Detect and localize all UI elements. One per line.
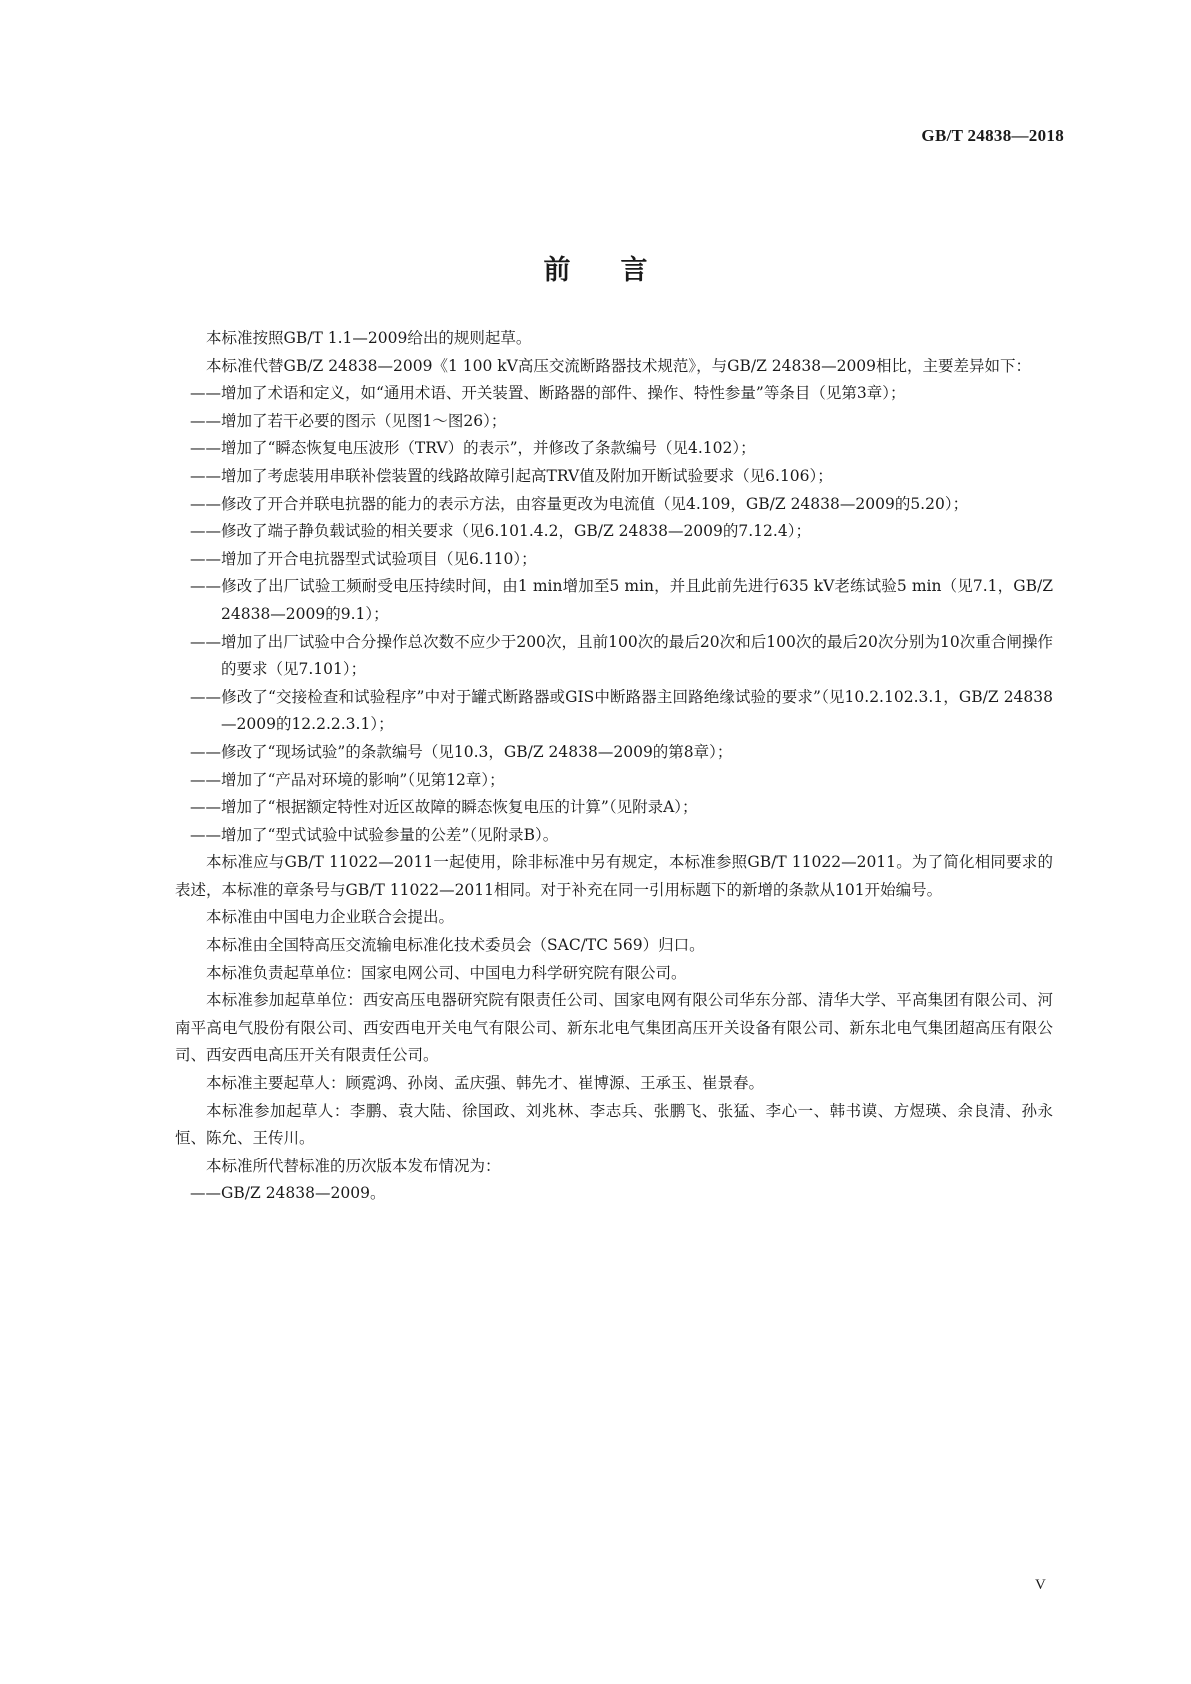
change-item: ——增加了若干必要的图示（见图1～图26）； xyxy=(190,411,507,430)
page-title: 前言 xyxy=(543,255,698,287)
paragraph-proposer: 本标准由中国电力企业联合会提出。 xyxy=(206,908,455,927)
paragraph-lead-drafter-orgs: 本标准负责起草单位：国家电网公司、中国电力科学研究院有限公司。 xyxy=(206,963,687,982)
paragraph-participating-orgs: 本标准参加起草单位：西安高压电器研究院有限责任公司、国家电网有限公司华东分部、清华大学、平高集团有限公司、河南平高电气股份有限公司、西安西电开关电气有限公司、新东北电气集团高压开关设备有限公司、新东北电气集团超高压有限公司、西安西电高压开关有限责任公司。 xyxy=(175,991,1053,1065)
change-item: ——增加了“根据额定特性对近区故障的瞬态恢复电压的计算”（见附录A）； xyxy=(190,798,698,817)
change-item: ——修改了“现场试验”的条款编号（见10.3，GB/Z 24838—2009的第8章）； xyxy=(190,742,733,761)
change-item: ——修改了端子静负载试验的相关要求（见6.101.4.2，GB/Z 24838—2009的7.12.4）； xyxy=(190,522,811,541)
foreword-body xyxy=(175,325,1053,1208)
change-item: ——增加了出厂试验中合分操作总次数不应少于200次，且前100次的最后20次和后100次的最后20次分别为10次重合闸操作的要求（见7.101）； xyxy=(190,632,1053,679)
change-item: ——修改了开合并联电抗器的能力的表示方法，由容量更改为电流值（见4.109，GB/Z 24838—2009的5.20）； xyxy=(190,494,969,513)
change-item: ——增加了术语和定义，如“通用术语、开关装置、断路器的部件、操作、特性参量”等条目（见第3章）； xyxy=(190,384,906,403)
change-item: ——增加了“型式试验中试验参量的公差”（见附录B）。 xyxy=(190,825,559,844)
paragraph-main-drafters: 本标准主要起草人：顾霓鸿、孙岗、孟庆强、韩先才、崔博源、王承玉、崔景春。 xyxy=(206,1074,765,1093)
paragraph-drafting-rules: 本标准按照GB/T 1.1—2009给出的规则起草。 xyxy=(206,329,532,347)
paragraph-usage: 本标准应与GB/T 11022—2011一起使用，除非标准中另有规定，本标准参照GB/T 11022—2011。为了简化相同要求的表述，本标准的章条号与GB/T 11022—2011相同。对于补充在同一引用标题下的新增的条款从101开始编号。 xyxy=(175,853,1053,899)
page-number: V xyxy=(1035,1577,1046,1593)
change-item: ——修改了出厂试验工频耐受电压持续时间，由1 min增加至5 min，并且此前先进行635 kV老练试验5 min（见7.1，GB/Z 24838—2009的9.1）； xyxy=(190,577,1053,623)
paragraph-replacement: 本标准代替GB/Z 24838—2009《1 100 kV高压交流断路器技术规范》，与GB/Z 24838—2009相比，主要差异如下： xyxy=(206,356,1032,375)
change-item: ——增加了“产品对环境的影响”（见第12章）； xyxy=(190,770,505,789)
change-item: ——修改了“交接检查和试验程序”中对于罐式断路器或GIS中断路器主回路绝缘试验的要求”（见10.2.102.3.1，GB/Z 24838—2009的12.2.2.3.1）； xyxy=(190,687,1053,734)
history-item: ——GB/Z 24838—2009。 xyxy=(190,1184,386,1203)
paragraph-history-intro: 本标准所代替标准的历次版本发布情况为： xyxy=(206,1156,501,1175)
standard-code: GB/T 24838—2018 xyxy=(921,126,1064,145)
change-item: ——增加了“瞬态恢复电压波形（TRV）的表示”，并修改了条款编号（见4.102）； xyxy=(190,439,756,458)
change-item: ——增加了开合电抗器型式试验项目（见6.110）； xyxy=(190,549,537,568)
change-item: ——增加了考虑装用串联补偿装置的线路故障引起高TRV值及附加开断试验要求（见6.106）； xyxy=(190,466,833,485)
paragraph-participating-drafters: 本标准参加起草人：李鹏、袁大陆、徐国政、刘兆林、李志兵、张鹏飞、张猛、李心一、韩书谟、方煜瑛、余良清、孙永恒、陈允、王传川。 xyxy=(175,1101,1053,1148)
paragraph-committee: 本标准由全国特高压交流输电标准化技术委员会（SAC/TC 569）归口。 xyxy=(206,936,705,955)
